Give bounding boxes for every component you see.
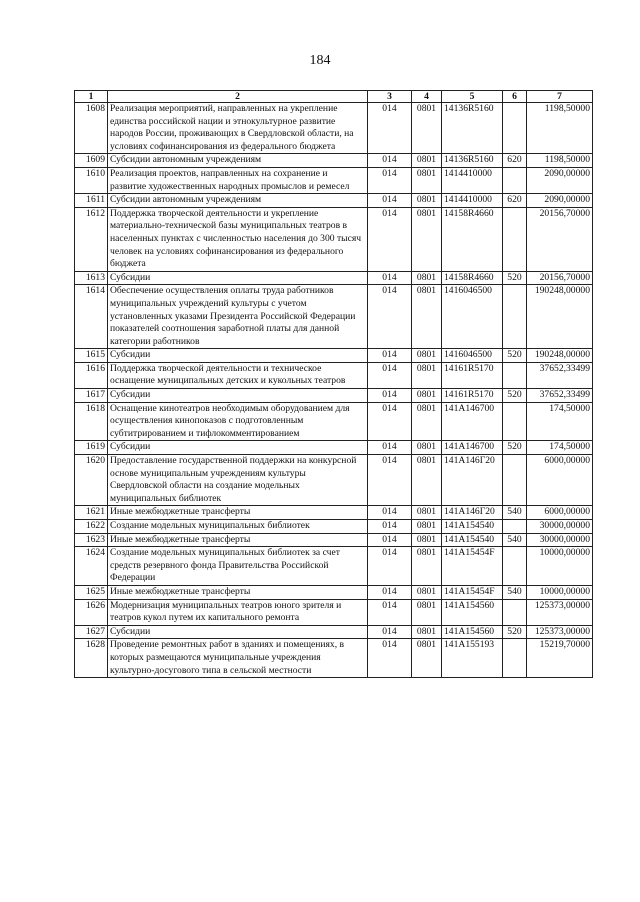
row-name: Создание модельных муниципальных библиотек за счет средств резервного фонда Правительства Российской Федерации	[108, 547, 368, 586]
table-row	[75, 389, 593, 403]
row-number: 1616	[75, 362, 108, 388]
row-number: 1613	[75, 271, 108, 285]
row-number: 1622	[75, 520, 108, 534]
budget-table	[74, 90, 593, 678]
row-code-target: 1416046500	[442, 285, 503, 349]
row-code-expense-type: 620	[503, 194, 527, 208]
row-name: Поддержка творческой деятельности и укрепление материально-технической базы муниципальных театров в населенных пунктах с численностью населения до 300 тысяч человек на условиях софинансирования из федерального бюджета	[108, 207, 368, 271]
row-amount: 125373,00000	[527, 625, 593, 639]
row-code-target: 14161R5170	[442, 362, 503, 388]
row-number: 1623	[75, 533, 108, 547]
row-code-expense-type: 520	[503, 625, 527, 639]
row-code-ministry: 014	[368, 533, 412, 547]
row-number: 1618	[75, 402, 108, 441]
header-cell-4: 4	[412, 91, 442, 103]
table-row	[75, 599, 593, 625]
row-code-ministry: 014	[368, 349, 412, 363]
row-code-section: 0801	[412, 271, 442, 285]
row-code-section: 0801	[412, 402, 442, 441]
row-code-ministry: 014	[368, 585, 412, 599]
row-name: Реализация мероприятий, направленных на укрепление единства российской нации и этнокультурное развитие народов России, проживающих в Свердловской области, на условиях софинансирования из федерального бюджета	[108, 103, 368, 154]
row-name: Модернизация муниципальных театров юного зрителя и театров кукол путем их капитального ремонта	[108, 599, 368, 625]
row-number: 1619	[75, 441, 108, 455]
table-row	[75, 103, 593, 154]
row-code-section: 0801	[412, 625, 442, 639]
header-row	[75, 91, 593, 103]
row-code-ministry: 014	[368, 599, 412, 625]
table-row	[75, 194, 593, 208]
row-code-target: 141A155193	[442, 639, 503, 678]
header-cell-5: 5	[442, 91, 503, 103]
row-code-target: 14158R4660	[442, 271, 503, 285]
row-number: 1614	[75, 285, 108, 349]
row-number: 1625	[75, 585, 108, 599]
table-row	[75, 167, 593, 193]
row-code-section: 0801	[412, 207, 442, 271]
row-code-ministry: 014	[368, 625, 412, 639]
row-code-section: 0801	[412, 285, 442, 349]
row-code-ministry: 014	[368, 639, 412, 678]
row-code-target: 141A154540	[442, 533, 503, 547]
row-name: Иные межбюджетные трансферты	[108, 585, 368, 599]
row-amount: 2090,00000	[527, 194, 593, 208]
row-amount: 2090,00000	[527, 167, 593, 193]
table-row	[75, 349, 593, 363]
row-code-ministry: 014	[368, 154, 412, 168]
row-code-expense-type: 520	[503, 349, 527, 363]
table-row	[75, 625, 593, 639]
row-code-target: 141A146700	[442, 441, 503, 455]
row-number: 1620	[75, 455, 108, 506]
row-amount: 15219,70000	[527, 639, 593, 678]
row-amount: 174,50000	[527, 402, 593, 441]
row-name: Поддержка творческой деятельности и техническое оснащение муниципальных детских и кукольных театров	[108, 362, 368, 388]
row-number: 1617	[75, 389, 108, 403]
header-cell-1: 1	[75, 91, 108, 103]
row-code-expense-type: 540	[503, 533, 527, 547]
row-name: Субсидии автономным учреждениям	[108, 154, 368, 168]
row-code-expense-type: 540	[503, 506, 527, 520]
row-code-section: 0801	[412, 533, 442, 547]
row-name: Субсидии автономным учреждениям	[108, 194, 368, 208]
row-code-target: 141A146Г20	[442, 506, 503, 520]
row-code-section: 0801	[412, 585, 442, 599]
row-amount: 6000,00000	[527, 506, 593, 520]
row-code-ministry: 014	[368, 547, 412, 586]
row-number: 1627	[75, 625, 108, 639]
row-code-target: 1414410000	[442, 167, 503, 193]
table-row	[75, 506, 593, 520]
row-name: Субсидии	[108, 271, 368, 285]
row-name: Проведение ремонтных работ в зданиях и помещениях, в которых размещаются муниципальные учреждения культурно-досугового типа в сельской местности	[108, 639, 368, 678]
row-amount: 30000,00000	[527, 533, 593, 547]
row-code-expense-type	[503, 103, 527, 154]
row-code-ministry: 014	[368, 402, 412, 441]
row-code-expense-type: 520	[503, 441, 527, 455]
row-code-expense-type	[503, 639, 527, 678]
row-amount: 190248,00000	[527, 285, 593, 349]
table-row	[75, 455, 593, 506]
row-code-expense-type	[503, 362, 527, 388]
row-number: 1628	[75, 639, 108, 678]
page-number: 184	[309, 53, 331, 68]
row-code-section: 0801	[412, 520, 442, 534]
row-name: Обеспечение осуществления оплаты труда работников муниципальных учреждений культуры с учетом установленных указами Президента Российской Федерации показателей соотношения заработной платы для данной категории работников	[108, 285, 368, 349]
row-amount: 125373,00000	[527, 599, 593, 625]
row-code-ministry: 014	[368, 194, 412, 208]
row-code-target: 141A154560	[442, 625, 503, 639]
row-code-section: 0801	[412, 441, 442, 455]
row-name: Иные межбюджетные трансферты	[108, 506, 368, 520]
row-number: 1621	[75, 506, 108, 520]
table-row	[75, 441, 593, 455]
row-name: Субсидии	[108, 441, 368, 455]
table-row	[75, 585, 593, 599]
table-row	[75, 285, 593, 349]
row-code-target: 1416046500	[442, 349, 503, 363]
row-code-target: 141A154540	[442, 520, 503, 534]
row-code-target: 14158R4660	[442, 207, 503, 271]
row-amount: 10000,00000	[527, 585, 593, 599]
row-code-section: 0801	[412, 599, 442, 625]
row-code-section: 0801	[412, 167, 442, 193]
row-code-section: 0801	[412, 506, 442, 520]
row-code-expense-type	[503, 285, 527, 349]
row-code-target: 141A146700	[442, 402, 503, 441]
row-amount: 37652,33499	[527, 389, 593, 403]
table-row	[75, 154, 593, 168]
row-number: 1612	[75, 207, 108, 271]
row-code-target: 141A15454F	[442, 547, 503, 586]
table-row	[75, 402, 593, 441]
row-code-section: 0801	[412, 547, 442, 586]
row-amount: 1198,50000	[527, 154, 593, 168]
table-row	[75, 547, 593, 586]
row-number: 1608	[75, 103, 108, 154]
row-code-expense-type: 620	[503, 154, 527, 168]
row-code-ministry: 014	[368, 389, 412, 403]
row-code-ministry: 014	[368, 167, 412, 193]
row-code-ministry: 014	[368, 520, 412, 534]
row-number: 1610	[75, 167, 108, 193]
row-name: Оснащение кинотеатров необходимым оборудованием для осуществления кинопоказов с подготовленным субтитрированием и тифлокомментированием	[108, 402, 368, 441]
row-code-ministry: 014	[368, 455, 412, 506]
table-row	[75, 533, 593, 547]
row-code-expense-type	[503, 455, 527, 506]
table-row	[75, 271, 593, 285]
row-name: Реализация проектов, направленных на сохранение и развитие художественных народных промыслов и ремесел	[108, 167, 368, 193]
row-code-target: 141A146Г20	[442, 455, 503, 506]
row-code-expense-type	[503, 402, 527, 441]
row-code-expense-type: 540	[503, 585, 527, 599]
row-code-target: 1414410000	[442, 194, 503, 208]
row-amount: 20156,70000	[527, 207, 593, 271]
row-number: 1626	[75, 599, 108, 625]
row-code-target: 141A15454F	[442, 585, 503, 599]
row-code-section: 0801	[412, 349, 442, 363]
row-amount: 10000,00000	[527, 547, 593, 586]
row-name: Предоставление государственной поддержки на конкурсной основе муниципальным учреждениям культуры Свердловской области на создание модельных муниципальных библиотек	[108, 455, 368, 506]
table-row	[75, 520, 593, 534]
row-name: Создание модельных муниципальных библиотек	[108, 520, 368, 534]
table-row	[75, 639, 593, 678]
row-name: Субсидии	[108, 389, 368, 403]
row-code-section: 0801	[412, 103, 442, 154]
header-cell-7: 7	[527, 91, 593, 103]
row-number: 1609	[75, 154, 108, 168]
table-row	[75, 362, 593, 388]
row-name: Иные межбюджетные трансферты	[108, 533, 368, 547]
row-code-ministry: 014	[368, 207, 412, 271]
row-code-section: 0801	[412, 455, 442, 506]
row-code-expense-type	[503, 599, 527, 625]
row-code-target: 14136R5160	[442, 154, 503, 168]
row-amount: 6000,00000	[527, 455, 593, 506]
row-amount: 174,50000	[527, 441, 593, 455]
row-code-section: 0801	[412, 639, 442, 678]
row-number: 1624	[75, 547, 108, 586]
row-code-section: 0801	[412, 154, 442, 168]
row-name: Субсидии	[108, 349, 368, 363]
table-row	[75, 207, 593, 271]
row-code-target: 141A154560	[442, 599, 503, 625]
row-amount: 20156,70000	[527, 271, 593, 285]
header-cell-6: 6	[503, 91, 527, 103]
row-code-expense-type: 520	[503, 271, 527, 285]
row-amount: 190248,00000	[527, 349, 593, 363]
row-code-expense-type	[503, 520, 527, 534]
row-code-expense-type	[503, 547, 527, 586]
row-number: 1615	[75, 349, 108, 363]
header-cell-3: 3	[368, 91, 412, 103]
row-code-expense-type	[503, 167, 527, 193]
row-code-ministry: 014	[368, 506, 412, 520]
row-code-ministry: 014	[368, 103, 412, 154]
row-code-ministry: 014	[368, 362, 412, 388]
row-code-target: 14136R5160	[442, 103, 503, 154]
row-code-ministry: 014	[368, 441, 412, 455]
row-number: 1611	[75, 194, 108, 208]
row-code-ministry: 014	[368, 271, 412, 285]
row-code-expense-type: 520	[503, 389, 527, 403]
row-amount: 37652,33499	[527, 362, 593, 388]
row-name: Субсидии	[108, 625, 368, 639]
row-code-ministry: 014	[368, 285, 412, 349]
header-cell-2: 2	[108, 91, 368, 103]
row-amount: 1198,50000	[527, 103, 593, 154]
row-amount: 30000,00000	[527, 520, 593, 534]
row-code-section: 0801	[412, 362, 442, 388]
row-code-section: 0801	[412, 389, 442, 403]
row-code-target: 14161R5170	[442, 389, 503, 403]
row-code-section: 0801	[412, 194, 442, 208]
row-code-expense-type	[503, 207, 527, 271]
